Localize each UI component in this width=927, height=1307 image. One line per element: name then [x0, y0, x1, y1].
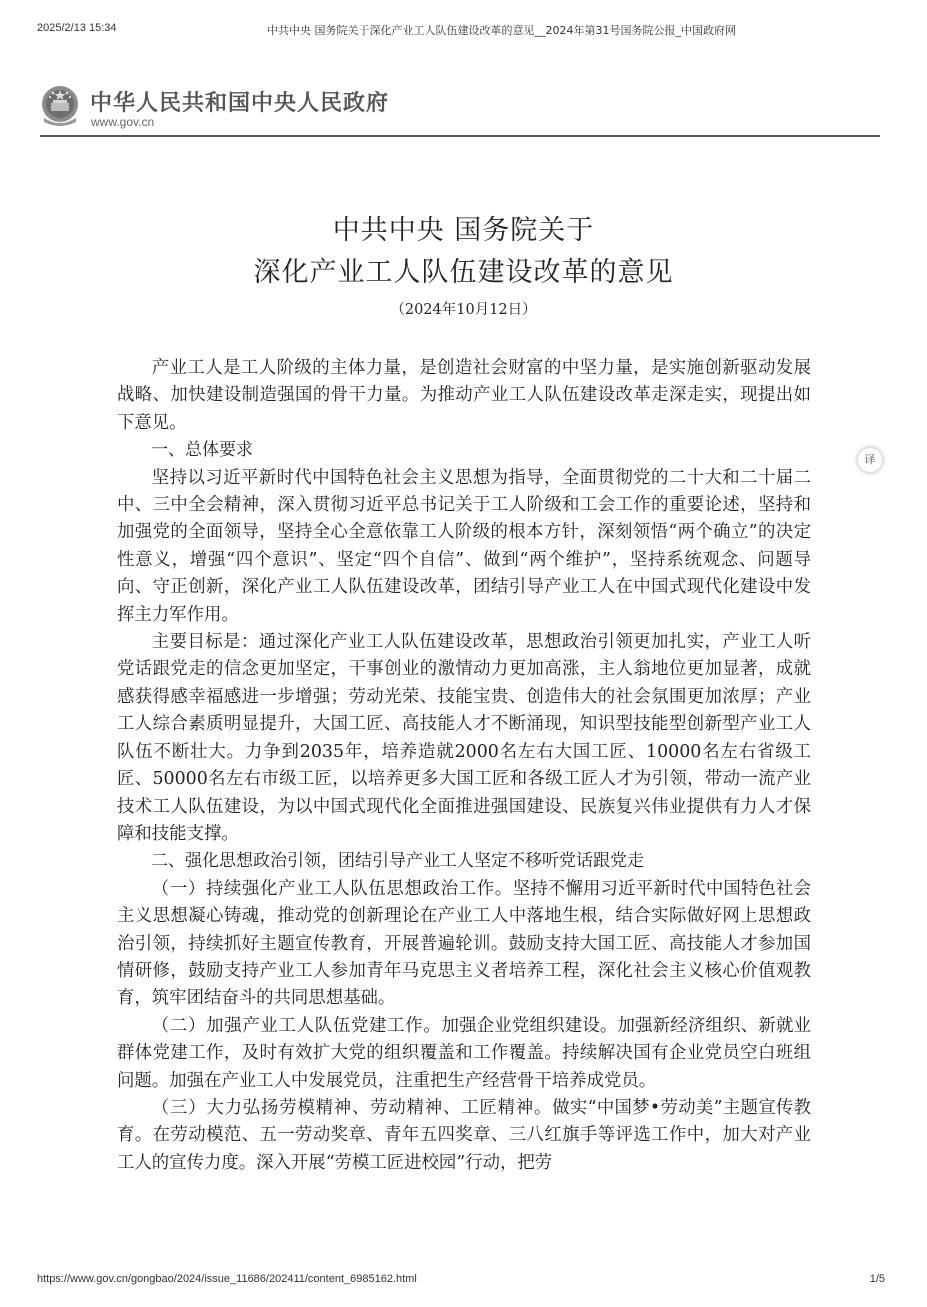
- item-paragraph-2: [117, 1013, 811, 1095]
- paragraph-main-goals: 主要目标是：通过深化产业工人队伍建设改革，思想政治引领更加扎实，产业工人听党话跟党走的信念更加坚定，干事创业的激情动力更加高涨，主人翁地位更加显著，成就感获得感幸福感进一步增强；劳动光荣、技能宝贵、创造伟大的社会氛围更加浓厚；产业工人综合素质明显提升，大国工匠、高技能人才不断涌现，知识型技能型创新型产业工人队伍不断壮大。力争到2035年，培养造就2000名左右大国工匠、10000名左右省级工匠、50000名左右市级工匠，以培养更多大国工匠和各级工匠人才为引领，带动一流产业技术工人队伍建设，为以中国式现代化全面推进强国建设、民族复兴伟业提供有力人才保障和技能支撑。: [117, 632, 811, 844]
- print-header: [37, 22, 890, 38]
- site-url: www.gov.cn: [91, 115, 155, 129]
- item-paragraph-3: [117, 1095, 811, 1177]
- site-name: 中华人民共和国中央人民政府: [90, 91, 390, 116]
- header-divider: [40, 135, 880, 137]
- translate-button[interactable]: [858, 448, 882, 472]
- print-url: https://www.gov.cn/gongbao/2024/issue_11686/202411/content_6985162.html: [37, 1273, 417, 1285]
- translate-icon: 译: [864, 453, 876, 466]
- document-date: （2024年10月12日）: [390, 302, 537, 318]
- item-text-1: 坚持不懈用习近平新时代中国特色社会主义思想凝心铸魂，推动党的创新理论在产业工人中落地生根，结合实际做好网上思想政治引领，持续抓好主题宣传教育，开展普遍轮训。鼓励支持大国工匠、高技能人才参加国情研修，鼓励支持产业工人参加青年马克思主义者培养工程，深化社会主义核心价值观教育，筑牢团结奋斗的共同思想基础。: [117, 878, 811, 1009]
- site-header[interactable]: [40, 84, 880, 136]
- item-text-2: 加强企业党组织建设。加强新经济组织、新就业群体党建工作，及时有效扩大党的组织覆盖和工作覆盖。持续解决国有企业党员空白班组问题。加强在产业工人中发展党员，注重把生产经营骨干培养成党员。: [117, 1015, 811, 1091]
- national-emblem-icon: [40, 84, 80, 130]
- document-title-line-2: 深化产业工人队伍建设改革的意见: [253, 257, 674, 288]
- section-heading-1: 一、总体要求: [151, 440, 253, 461]
- paragraph-general-requirements: 坚持以习近平新时代中国特色社会主义思想为指导，全面贯彻党的二十大和二十届二中、三中全会精神，深入贯彻习近平总书记关于工人阶级和工会工作的重要论述，坚持和加强党的全面领导，坚持全心全意依靠工人阶级的根本方针，深刻领悟“两个确立”的决定性意义，增强“四个意识”、坚定“四个自信”、做到“两个维护”，坚持系统观念、问题导向、守正创新，深化产业工人队伍建设改革，团结引导产业工人在中国式现代化建设中发挥主力军作用。: [117, 467, 811, 625]
- item-paragraph-1: [117, 876, 811, 1013]
- document-title-block: [0, 210, 927, 322]
- print-timestamp: 2025/2/13 15:34: [37, 22, 117, 34]
- item-heading-1: （一）持续强化产业工人队伍思想政治工作。: [151, 878, 513, 899]
- item-text-3: 做实“中国梦•劳动美”主题宣传教育。在劳动模范、五一劳动奖章、青年五四奖章、三八红旗手等评选工作中，加大对产业工人的宣传力度。深入开展“劳模工匠进校园”行动，把劳: [117, 1097, 811, 1173]
- item-heading-3: （三）大力弘扬劳模精神、劳动精神、工匠精神。: [151, 1097, 553, 1118]
- section-heading-2: 二、强化思想政治引领，团结引导产业工人坚定不移听党话跟党走: [151, 851, 644, 872]
- article-body: [117, 355, 811, 1177]
- page-number: 1/5: [869, 1273, 885, 1285]
- document-title-line-1: 中共中央 国务院关于: [332, 215, 595, 246]
- print-page-title: 中共中央 国务院关于深化产业工人队伍建设改革的意见__2024年第31号国务院公报_中国政府网: [267, 24, 736, 37]
- print-footer: [37, 1273, 890, 1289]
- intro-paragraph: 产业工人是工人阶级的主体力量，是创造社会财富的中坚力量，是实施创新驱动发展战略、加快建设制造强国的骨干力量。为推动产业工人队伍建设改革走深走实，现提出如下意见。: [117, 358, 811, 433]
- item-heading-2: （二）加强产业工人队伍党建工作。: [151, 1015, 442, 1036]
